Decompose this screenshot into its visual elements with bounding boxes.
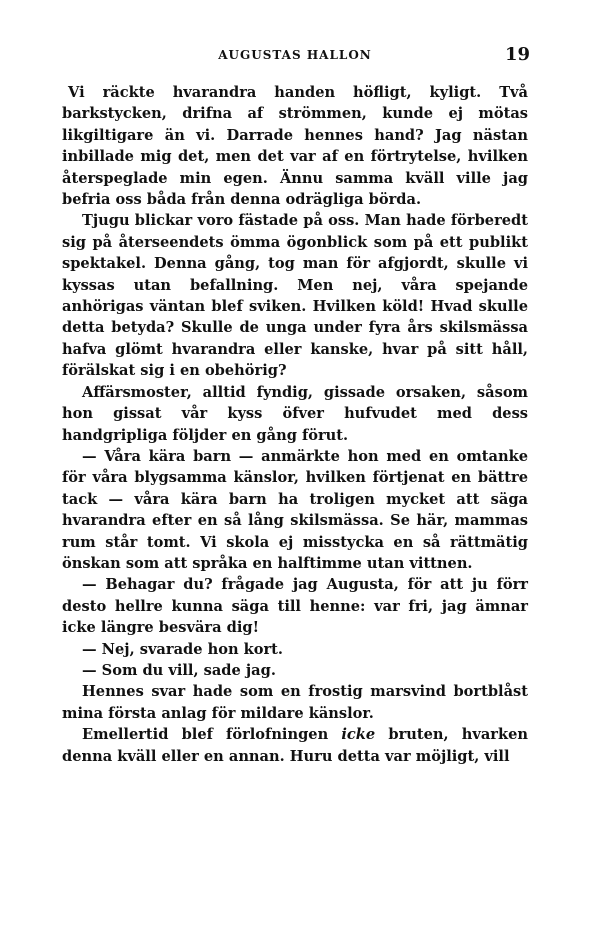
running-head: AUGUSTAS HALLON — [218, 48, 372, 62]
paragraph-9-start: Emellertid blef förlofningen — [82, 726, 342, 744]
paragraph-2: Tjugu blickar voro fästade på oss. Man hade förberedt sig på återseendets ömma ögonblick som på ett publikt spektakel. Denna gång, tog man för afgjordt, skulle vi kyssas utan befallning. Men nej, våra spejande anhörigas väntan blef sviken. Hvilken köld! Hvad skulle detta betyda? Skulle de unga under fyra års skilsmässa hafva glömt hvarandra eller kanske, hvar på sitt håll, förälskat sig i en obehörig? — [62, 212, 528, 380]
page-number: 19 — [504, 44, 530, 65]
paragraph-9-emphasis: icke — [341, 726, 376, 744]
paragraph-9-end: bruten, hvarken denna kväll eller en annan. Huru detta var möjligt, vill — [62, 726, 528, 765]
paragraph-6: — Nej, svarade hon kort. — [82, 640, 283, 658]
paragraph-8: Hennes svar hade som en frostig marsvind bortblåst mina första anlag för mildare känslor. — [62, 683, 528, 722]
paragraph-4: — Våra kära barn — anmärkte hon med en omtanke för våra blygsamma känslor, hvilken förtjenat en bättre tack — våra kära barn ha troligen mycket att säga hvarandra efter en så lång skilsmässa. Se här, mammas rum står tomt. Vi skola ej misstycka en så rättmätig önskan som att språka en halftimme utan vittnen. — [62, 447, 528, 572]
paragraph-9 — [62, 724, 528, 767]
paragraph-7: — Som du vill, sade jag. — [82, 661, 276, 679]
paragraph-3: Affärsmoster, alltid fyndig, gissade orsaken, såsom hon gissat vår kyss öfver hufvudet med dess handgripliga följder en gång förut. — [62, 383, 528, 444]
body-text — [62, 82, 528, 767]
paragraph-1: Vi räckte hvarandra handen höfligt, kyligt. Två barkstycken, drifna af strömmen, kunde ej mötas likgiltigare än vi. Darrade hennes hand? Jag nästan inbillade mig det, men det var af en förtrytelse, hvilken återspeglade min egen. Ännu samma kväll ville jag befria oss båda från denna odrägliga börda. — [62, 84, 528, 209]
paragraph-5: — Behagar du? frågade jag Augusta, för att ju förr desto hellre kunna säga till henne: var fri, jag ämnar icke längre besvära dig! — [62, 576, 528, 637]
page-header — [60, 44, 530, 68]
